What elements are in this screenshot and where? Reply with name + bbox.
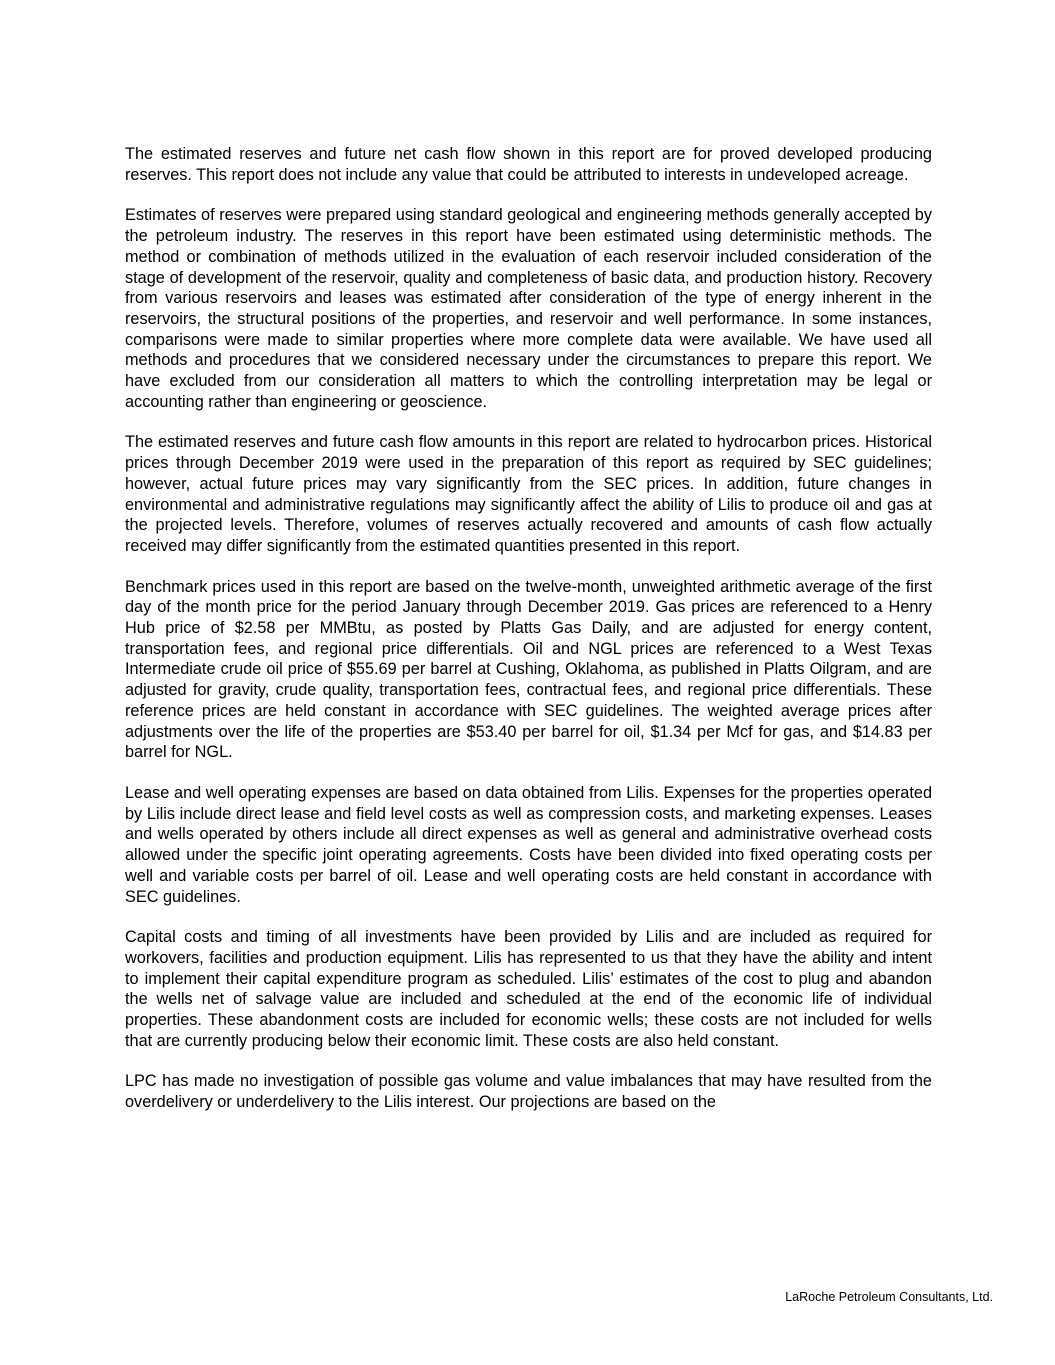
paragraph-reserves-scope: The estimated reserves and future net cash flow shown in this report are for proved developed producing reserves. This report does not include any value that could be attributed to interests in undeveloped acreage. xyxy=(125,145,932,184)
paragraph-capital-costs: Capital costs and timing of all investments have been provided by Lilis and are included as required for workovers, facilities and production equipment. Lilis has represented to us that they have the ability and intent to implement their capital expenditure program as scheduled. Lilis’ estimates of the cost to plug and abandon the wells net of salvage value are included and scheduled at the end of the economic life of individual properties. These abandonment costs are included for economic wells; these costs are not included for wells that are currently producing below their economic limit. These costs are also held constant. xyxy=(125,928,932,1050)
paragraph-hydrocarbon-prices: The estimated reserves and future cash flow amounts in this report are related to hydrocarbon prices. Historical prices through December 2019 were used in the preparation of this report as required by SEC guidelines; however, actual future prices may vary significantly from the SEC prices. In addition, future changes in environmental and administrative regulations may significantly affect the ability of Lilis to produce oil and gas at the projected levels. Therefore, volumes of reserves actually recovered and amounts of cash flow actually received may differ significantly from the estimated quantities presented in this report. xyxy=(125,433,932,555)
paragraph-operating-expenses: Lease and well operating expenses are based on data obtained from Lilis. Expenses for the properties operated by Lilis include direct lease and field level costs as well as compression costs, and marketing expenses. Leases and wells operated by others include all direct expenses as well as general and administrative overhead costs allowed under the specific joint operating agreements. Costs have been divided into fixed operating costs per well and variable costs per barrel of oil. Lease and well operating costs are held constant in accordance with SEC guidelines. xyxy=(125,783,932,906)
page-footer: LaRoche Petroleum Consultants, Ltd. xyxy=(785,1290,993,1304)
paragraph-gas-imbalances: LPC has made no investigation of possible gas volume and value imbalances that may have resulted from the overdelivery or underdelivery to the Lilis interest. Our projections are based on the xyxy=(125,1072,932,1112)
paragraph-benchmark-prices: Benchmark prices used in this report are based on the twelve-month, unweighted arithmetic average of the first day of the month price for the period January through December 2019. Gas prices are referenced to a Henry Hub price of $2.58 per MMBtu, as posted by Platts Gas Daily, and are adjusted for energy content, transportation fees, and regional price differentials. Oil and NGL prices are referenced to a West Texas Intermediate crude oil price of $55.69 per barrel at Cushing, Oklahoma, as published in Platts Oilgram, and are adjusted for gravity, crude quality, transportation fees, contractual fees, and regional price differentials. These reference prices are held constant in accordance with SEC guidelines. The weighted average prices after adjustments over the life of the properties are $53.40 per barrel for oil, $1.34 per Mcf for gas, and $14.83 per barrel for NGL. xyxy=(125,577,932,762)
paragraph-estimation-methods: Estimates of reserves were prepared using standard geological and engineering methods generally accepted by the petroleum industry. The reserves in this report have been estimated using deterministic methods. The method or combination of methods utilized in the evaluation of each reservoir included consideration of the stage of development of the reservoir, quality and completeness of basic data, and production history. Recovery from various reservoirs and leases was estimated after consideration of the type of energy inherent in the reservoirs, the structural positions of the properties, and reservoir and well performance. In some instances, comparisons were made to similar properties where more complete data were available. We have used all methods and procedures that we considered necessary under the circumstances to prepare this report. We have excluded from our consideration all matters to which the controlling interpretation may be legal or accounting rather than engineering or geoscience. xyxy=(125,206,932,411)
document-body xyxy=(125,144,932,1133)
